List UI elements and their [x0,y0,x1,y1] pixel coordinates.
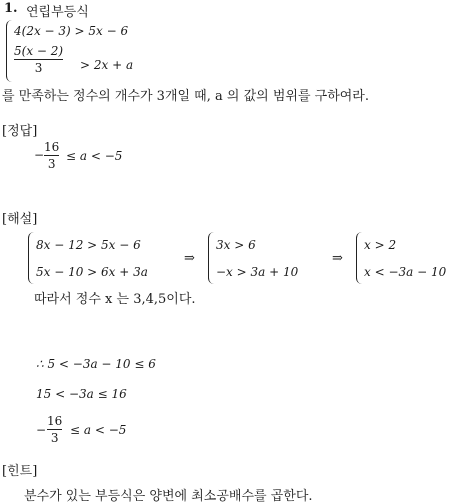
step3-fraction-numerator: 16 [47,414,63,428]
fraction-bar [14,59,63,60]
problem-inequality-2-rhs: > 2x + a [80,58,134,72]
solution-brace-2 [208,232,215,284]
solution-brace-3 [356,232,363,284]
fraction-bar [44,155,59,156]
solution-step-1: ∴ 5 < −3a − 10 ≤ 6 [36,357,156,371]
answer-label: [정답] [2,124,38,139]
step3-fraction [47,414,62,445]
system2-line1: 3x > 6 [216,238,256,252]
hint-text: 분수가 있는 부등식은 양변에 최소공배수를 곱한다. [24,489,313,504]
problem-inequality-1: 4(2x − 3) > 5x − 6 [14,24,129,38]
implies-arrow-2: ⇒ [332,251,343,266]
answer-fraction-numerator: 16 [44,140,60,154]
problem-fraction-numerator: 5(x − 2) [14,44,64,58]
solution-label: [해설] [2,212,38,227]
answer-inequality-rest: ≤ a < −5 [66,149,123,163]
system1-line2: 5x − 10 > 6x + 3a [36,265,148,279]
fraction-bar [47,429,62,430]
solution-brace-1 [28,232,35,284]
answer-minus: − [34,148,45,162]
problem-question: 를 만족하는 정수의 개수가 3개일 때, a 의 값의 범위를 구하여라. [2,89,370,104]
answer-fraction-denominator: 3 [47,157,56,171]
answer-fraction [44,140,59,171]
step3-fraction-denominator: 3 [50,431,59,445]
system3-line1: x > 2 [364,238,397,252]
problem-fraction-denominator: 3 [34,61,43,75]
implies-arrow-1: ⇒ [184,251,195,266]
solution-conclusion: 따라서 정수 x 는 3,4,5이다. [34,292,196,307]
problem-number: 1. [4,1,18,16]
step3-minus: − [36,423,47,437]
problem-brace [6,20,13,82]
problem-fraction [14,44,63,75]
system2-line2: −x > 3a + 10 [216,265,299,279]
problem-title: 연립부등식 [26,5,89,20]
solution-step-2: 15 < −3a ≤ 16 [36,387,127,401]
system1-line1: 8x − 12 > 5x − 6 [36,238,141,252]
system3-line2: x < −3a − 10 [364,265,447,279]
hint-label: [힌트] [2,464,38,479]
step3-inequality-rest: ≤ a < −5 [70,423,127,437]
